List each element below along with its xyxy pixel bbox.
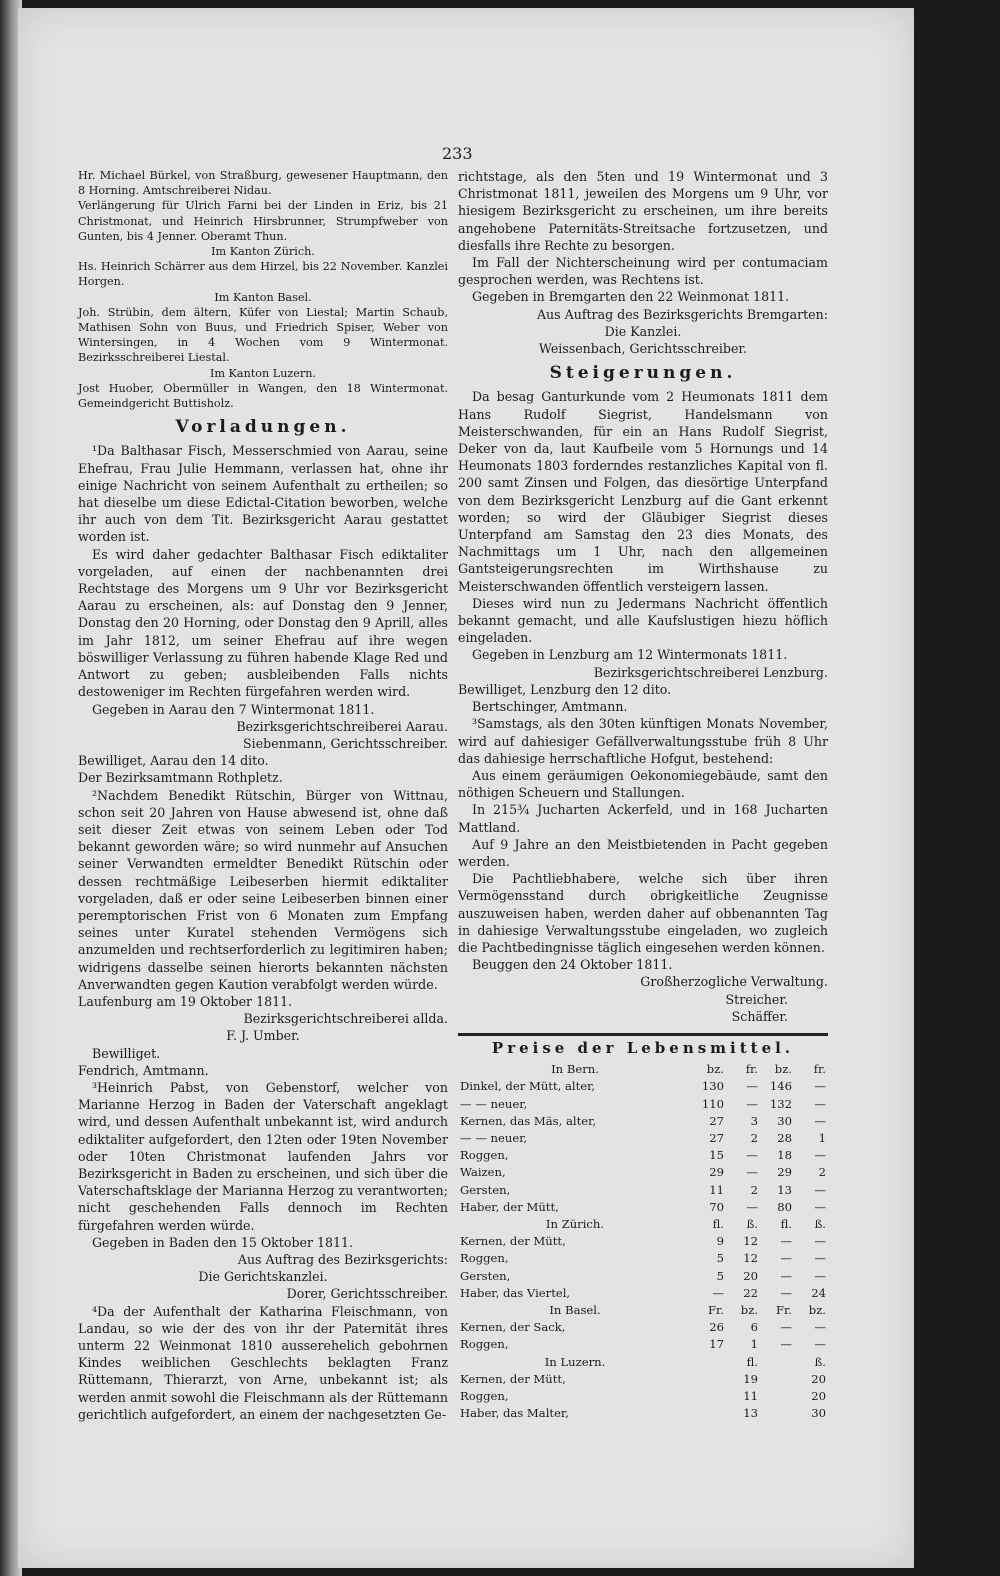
price-subheading-row	[458, 1216, 828, 1233]
notice-paragraph: ¹Da Balthasar Fisch, Messerschmied von Aarau, seine Ehefrau, Frau Julie Hemmann, verlassen hat, ohne ihr einige Nachricht von seinem Aufenthalt zu ertheilen; so hat dieselbe um diese Edictal-Citation beworben, welche ihr auch von dem Tit. Bezirksgericht Aarau gestattet worden ist.	[78, 443, 448, 545]
price-value: 1	[750, 1337, 758, 1352]
price-unit: Fr.	[708, 1303, 724, 1317]
price-value: —	[814, 1096, 826, 1111]
price-value: —	[712, 1285, 724, 1300]
price-subheading-row	[458, 1061, 828, 1078]
price-row	[458, 1199, 828, 1216]
price-value	[760, 1388, 794, 1405]
price-row	[458, 1268, 828, 1285]
notice: Verlängerung für Ulrich Farni bei der Linden in Eriz, bis 21 Christmonat, und Heinrich Hirsbrunner, Strumpfweber von Gunten, bis 4 Jenner. Oberamt Thun.	[78, 199, 448, 243]
price-location: In Zürich.	[545, 1216, 605, 1231]
price-unit: bz.	[808, 1303, 826, 1317]
price-value: —	[814, 1148, 826, 1163]
price-unit: ß.	[814, 1216, 826, 1231]
approval: Bertschinger, Amtmann.	[472, 699, 628, 715]
price-subheading-row	[458, 1302, 828, 1319]
price-value: 2	[750, 1130, 758, 1145]
notice-paragraph: Da besag Ganturkunde vom 2 Heumonats 1811 dem Hans Rudolf Siegrist, Handelsmann von Meisterschwanden, für ein an Hans Rudolf Siegrist, Deker von da, laut Kaufbeile vom 5 Hornungs und 14 Heumonats 1803 forderndes restanzliches Kapital von fl. 200 samt Zinsen und Folgen, das diesörtige Unterpfand von dem Bezirksgericht Lenzburg auf die Gant erkennt worden; so wird der Gläubiger Siegrist dieses Unterpfand am Samstag den 23 dies Monats, des Nachmittags um 1 Uhr, nach den allgemeinen Gantsteigerungsrechten im Wirthshause zu Meisterschwanden öffentlich versteigern lassen.	[458, 389, 828, 594]
price-value	[692, 1405, 726, 1422]
notice-date: Beuggen den 24 Oktober 1811.	[472, 957, 673, 973]
price-unit: fr.	[813, 1062, 826, 1077]
signature: Bezirksgerichtschreiberei allda.	[243, 1011, 448, 1027]
price-item: Kernen, das Mäs, alter,	[460, 1113, 597, 1128]
price-value: 24	[811, 1285, 826, 1300]
price-item: Gersten,	[460, 1268, 511, 1283]
price-value: 15	[709, 1148, 724, 1163]
price-value: 2	[750, 1182, 758, 1197]
canton-heading: Im Kanton Basel.	[214, 290, 312, 304]
price-unit: bz.	[774, 1062, 792, 1077]
price-item: Roggen,	[460, 1251, 509, 1266]
notice-date: Laufenburg am 19 Oktober 1811.	[78, 993, 293, 1009]
approval: Bewilliget.	[92, 1045, 161, 1061]
price-unit	[760, 1354, 794, 1371]
price-item: Kernen, der Mütt,	[460, 1234, 566, 1249]
price-row	[458, 1250, 828, 1267]
price-row	[458, 1233, 828, 1250]
price-value: —	[746, 1096, 758, 1111]
signature: Bezirksgerichtschreiberei Lenzburg.	[593, 664, 828, 680]
price-value: 27	[709, 1130, 724, 1145]
price-value: —	[780, 1285, 792, 1300]
price-value	[760, 1371, 794, 1388]
notice-paragraph: Im Fall der Nichterscheinung wird per contumaciam gesprochen werden, was Rechtens ist.	[458, 255, 828, 288]
notice: Hs. Heinrich Schärrer aus dem Hirzel, bis 22 November. Kanzlei Horgen.	[78, 260, 448, 289]
price-value: 22	[743, 1285, 758, 1300]
price-value: 9	[716, 1234, 724, 1249]
price-value: 18	[777, 1148, 792, 1163]
price-item: Dinkel, der Mütt, alter,	[460, 1079, 596, 1094]
price-value: 110	[701, 1096, 724, 1111]
price-item: Kernen, der Sack,	[460, 1320, 566, 1335]
price-value: 19	[743, 1371, 758, 1386]
price-unit: fl.	[746, 1354, 758, 1369]
price-value	[692, 1371, 726, 1388]
left-column	[78, 168, 448, 1423]
price-value: —	[780, 1320, 792, 1335]
price-value: 146	[769, 1079, 792, 1094]
price-item: — — neuer,	[460, 1096, 528, 1111]
price-value: —	[814, 1113, 826, 1128]
price-value	[692, 1388, 726, 1405]
price-value: 12	[743, 1234, 758, 1249]
signature: Siebenmann, Gerichtsschreiber.	[243, 735, 448, 751]
price-unit: fl.	[712, 1216, 724, 1231]
notice-paragraph: In 215¾ Jucharten Ackerfeld, und in 168 Jucharten Mattland.	[458, 802, 828, 835]
price-value: —	[814, 1182, 826, 1197]
price-item: Kernen, der Mütt,	[460, 1371, 566, 1386]
approval: Fendrich, Amtmann.	[78, 1062, 209, 1078]
price-value: —	[814, 1320, 826, 1335]
prices-title: Preise der Lebensmittel.	[491, 1038, 795, 1057]
price-value: 20	[811, 1389, 826, 1404]
notice: Jost Huober, Obermüller in Wangen, den 18 Wintermonat. Gemeindgericht Buttisholz.	[78, 381, 448, 411]
price-item: Roggen,	[460, 1148, 509, 1163]
price-value: 11	[709, 1182, 724, 1197]
price-unit: bz.	[740, 1303, 758, 1317]
price-row	[458, 1164, 828, 1181]
price-value: —	[814, 1251, 826, 1266]
canton-heading: Im Kanton Luzern.	[209, 366, 317, 380]
price-value: 28	[777, 1130, 792, 1145]
price-row	[458, 1336, 828, 1353]
price-value: —	[814, 1199, 826, 1214]
price-value	[760, 1405, 794, 1422]
price-value: —	[746, 1199, 758, 1214]
notice-date: Gegeben in Bremgarten den 22 Weinmonat 1811.	[472, 289, 790, 305]
price-value: —	[780, 1251, 792, 1266]
notice-paragraph: ³Samstags, als den 30ten künftigen Monats November, wird auf dahiesiger Gefällverwaltungsstube früh 8 Uhr das dahiesige herrschaftliche Hofgut, bestehend:	[458, 716, 828, 766]
price-row	[458, 1147, 828, 1164]
price-value: 30	[811, 1406, 826, 1421]
price-value: —	[814, 1079, 826, 1094]
price-subheading-row	[458, 1354, 828, 1371]
price-value: —	[746, 1079, 758, 1094]
price-item: Haber, das Viertel,	[460, 1285, 571, 1300]
price-value: 27	[709, 1113, 724, 1128]
canton-heading: Im Kanton Zürich.	[211, 245, 315, 259]
price-value: 26	[709, 1320, 724, 1335]
price-value: 29	[709, 1165, 724, 1180]
signature: Aus Auftrag des Bezirksgerichts:	[237, 1252, 448, 1267]
price-value: —	[780, 1268, 792, 1283]
price-value: 29	[777, 1165, 792, 1180]
price-value: 13	[743, 1406, 758, 1421]
price-value: 11	[743, 1389, 758, 1404]
price-value: 30	[777, 1113, 792, 1128]
price-value: 5	[716, 1251, 724, 1266]
price-location: In Basel.	[549, 1303, 601, 1317]
price-value: 12	[743, 1251, 758, 1266]
section-title: Vorladungen.	[175, 417, 351, 438]
right-column	[458, 168, 828, 1422]
price-location: In Luzern.	[544, 1354, 606, 1369]
price-value: 70	[709, 1199, 724, 1214]
price-value: 20	[743, 1268, 758, 1283]
signature: Die Kanzlei.	[604, 323, 682, 339]
notice-paragraph: ³Heinrich Pabst, von Gebenstorf, welcher von Marianne Herzog in Baden der Vaterschaft angeklagt wird, und dessen Aufenthalt unbekannt ist, wird andurch ediktaliter aufgefordert, den 12ten oder 19ten November oder 10ten Christmonat laufenden Jahrs vor Bezirksgericht in Baden zu erscheinen, und sich über die Vaterschaftsklage der Marianna Herzog zu verantworten; nicht geschehenden Falls dennoch im Rechten fürgefahren werden würde.	[78, 1079, 448, 1233]
signature: Die Gerichtskanzlei.	[198, 1269, 328, 1285]
price-item: Haber, der Mütt,	[460, 1199, 559, 1214]
price-row	[458, 1130, 828, 1147]
price-location: In Bern.	[551, 1062, 599, 1077]
notice-paragraph: Die Pachtliebhabere, welche sich über ihren Vermögensstand durch obrigkeitliche Zeugnisse auszuweisen haben, werden daher auf obbenannten Tag in dahiesige Verwaltungsstube eingeladen, wo zugleich die Pachtbedingnisse täglich eingesehen werden können.	[458, 871, 828, 955]
price-value: —	[814, 1337, 826, 1352]
price-value: 1	[818, 1130, 826, 1145]
approval: Bewilliget, Lenzburg den 12 dito.	[458, 681, 672, 697]
signature: Schäffer.	[731, 1008, 788, 1024]
price-value: —	[780, 1337, 792, 1352]
notice-date: Gegeben in Aarau den 7 Wintermonat 1811.	[92, 701, 375, 717]
price-value: —	[780, 1234, 792, 1249]
signature: Aus Auftrag des Bezirksgerichts Bremgarten:	[536, 306, 828, 322]
approval: Der Bezirksamtmann Rothpletz.	[78, 770, 283, 786]
price-unit: bz.	[706, 1062, 724, 1077]
notice-paragraph: Dieses wird nun zu Jedermans Nachricht öffentlich bekannt gemacht, und alle Kaufslustigen hiezu höflich eingeladen.	[458, 595, 828, 646]
price-value: 3	[750, 1113, 758, 1128]
section-title: Steigerungen.	[549, 363, 737, 384]
notice: Hr. Michael Bürkel, von Straßburg, gewesener Hauptmann, den 8 Horning. Amtschreiberei Nidau.	[78, 169, 448, 198]
notice: Joh. Strübin, dem ältern, Küfer von Liestal; Martin Schaub, Mathisen Sohn von Buus, und Friedrich Spiser, Weber von Wintersingen, in 4 Wochen vom 9 Wintermonat. Bezirksschreiberei Liestal.	[78, 305, 448, 365]
price-item: Roggen,	[460, 1389, 509, 1404]
price-value: 132	[769, 1096, 792, 1111]
price-value: —	[746, 1148, 758, 1163]
price-value: 6	[750, 1320, 758, 1335]
signature: F. J. Umber.	[226, 1028, 300, 1044]
notice-paragraph: ⁴Da der Aufenthalt der Katharina Fleischmann, von Landau, so wie der des von ihr der Paternität ihres unterm 22 Weinmonat 1810 ausserehelich gebohrnen Kindes weiblichen Geschlechts beklagten Franz Rüttemann, Thierarzt, von Arne, unbekannt ist; als werden anmit sowohl die Fleischmann als der Rüttemann gerichtlich aufgefordert, an einem der nachgesetzten Ge-	[78, 1303, 448, 1422]
approval: Bewilliget, Aarau den 14 dito.	[78, 753, 269, 769]
notice-paragraph: richtstage, als den 5ten und 19 Wintermonat und 3 Christmonat 1811, jeweilen des Morgens um 9 Uhr, vor hiesigem Bezirksgericht zu erscheinen, um ihre bereits angehobene Paternitäts-Streitsache fortzusetzen, und diesfalls ihre Rechte zu besorgen.	[458, 169, 828, 253]
signature: Dorer, Gerichtsschreiber.	[286, 1286, 448, 1302]
price-row	[458, 1371, 828, 1388]
price-value: —	[746, 1165, 758, 1180]
price-value: 5	[716, 1268, 724, 1283]
notice-paragraph: Aus einem geräumigen Oekonomiegebäude, samt den nöthigen Scheuern und Stallungen.	[458, 767, 828, 801]
price-row	[458, 1113, 828, 1130]
price-row	[458, 1096, 828, 1113]
price-row	[458, 1319, 828, 1336]
signature: Streicher.	[725, 991, 788, 1007]
notice-paragraph: Es wird daher gedachter Balthasar Fisch ediktaliter vorgeladen, auf einen der nachbenannten drei Rechtstage des Morgens um 9 Uhr vor Bezirksgericht Aarau zu erscheinen, als: auf Donstag den 9 Jenner, Donstag den 20 Horning, oder Donstag den 9 Aprill, alles im Jahr 1812, um seiner Ehefrau auf ihre wegen böswilliger Verlassung zu führen habende Klage Red und Antwort zu geben; ausbleibenden Falls nichts destoweniger im Rechten fürgefahren werden wird.	[78, 546, 448, 700]
price-value: 130	[701, 1079, 724, 1094]
price-value: 2	[818, 1165, 826, 1180]
prices-table	[458, 1061, 828, 1422]
divider	[458, 1033, 828, 1036]
price-unit: Fr.	[776, 1303, 792, 1317]
price-row	[458, 1078, 828, 1095]
price-unit: fl.	[780, 1216, 792, 1231]
price-item: Gersten,	[460, 1182, 511, 1197]
price-item: Haber, das Malter,	[460, 1406, 569, 1421]
price-item: Waizen,	[460, 1165, 506, 1180]
signature: Großherzogliche Verwaltung.	[640, 974, 828, 990]
price-item: Roggen,	[460, 1337, 509, 1352]
price-value: —	[814, 1234, 826, 1249]
price-value: 17	[709, 1337, 724, 1352]
price-value: 20	[811, 1371, 826, 1386]
signature: Bezirksgerichtschreiberei Aarau.	[236, 718, 448, 734]
price-value: 13	[777, 1182, 792, 1197]
price-unit: ß.	[746, 1216, 758, 1231]
price-unit: ß.	[814, 1354, 826, 1369]
notice-paragraph: ²Nachdem Benedikt Rütschin, Bürger von Wittnau, schon seit 20 Jahren von Hause abwesend ist, ohne daß seit dieser Zeit etwas von seinem Leben oder Tod bekannt geworden wäre; so wird nunmehr auf Ansuchen seiner Verwandten ermeldter Benedikt Rütschin oder dessen rechtmäßige Leibeserben hiermit ediktaliter vorgeladen, daß er oder seine Leibeserben binnen einer peremptorischen Frist von 6 Monaten zum Empfang seines unter Kuratel stehenden Vermögens sich anzumelden und rechtserforderlich zu legitimiren haben; widrigens dasselbe seinen hierorts bekannten nächsten Anverwandten gegen Kaution verabfolgt werden würde.	[78, 787, 448, 992]
price-value: 80	[777, 1199, 792, 1214]
document-page	[18, 8, 914, 1568]
price-row	[458, 1388, 828, 1405]
notice-date: Gegeben in Lenzburg am 12 Wintermonats 1811.	[472, 647, 788, 663]
notice-date: Gegeben in Baden den 15 Oktober 1811.	[92, 1234, 354, 1250]
price-item: — — neuer,	[460, 1130, 528, 1145]
price-unit	[692, 1354, 726, 1371]
price-row	[458, 1285, 828, 1302]
price-value: —	[814, 1268, 826, 1283]
price-row	[458, 1182, 828, 1199]
page-number: 233	[442, 144, 473, 163]
notice-paragraph: Auf 9 Jahre an den Meistbietenden in Pacht gegeben werden.	[458, 836, 828, 869]
price-unit: fr.	[745, 1062, 758, 1077]
signature: Weissenbach, Gerichtsschreiber.	[538, 341, 748, 357]
price-row	[458, 1405, 828, 1422]
